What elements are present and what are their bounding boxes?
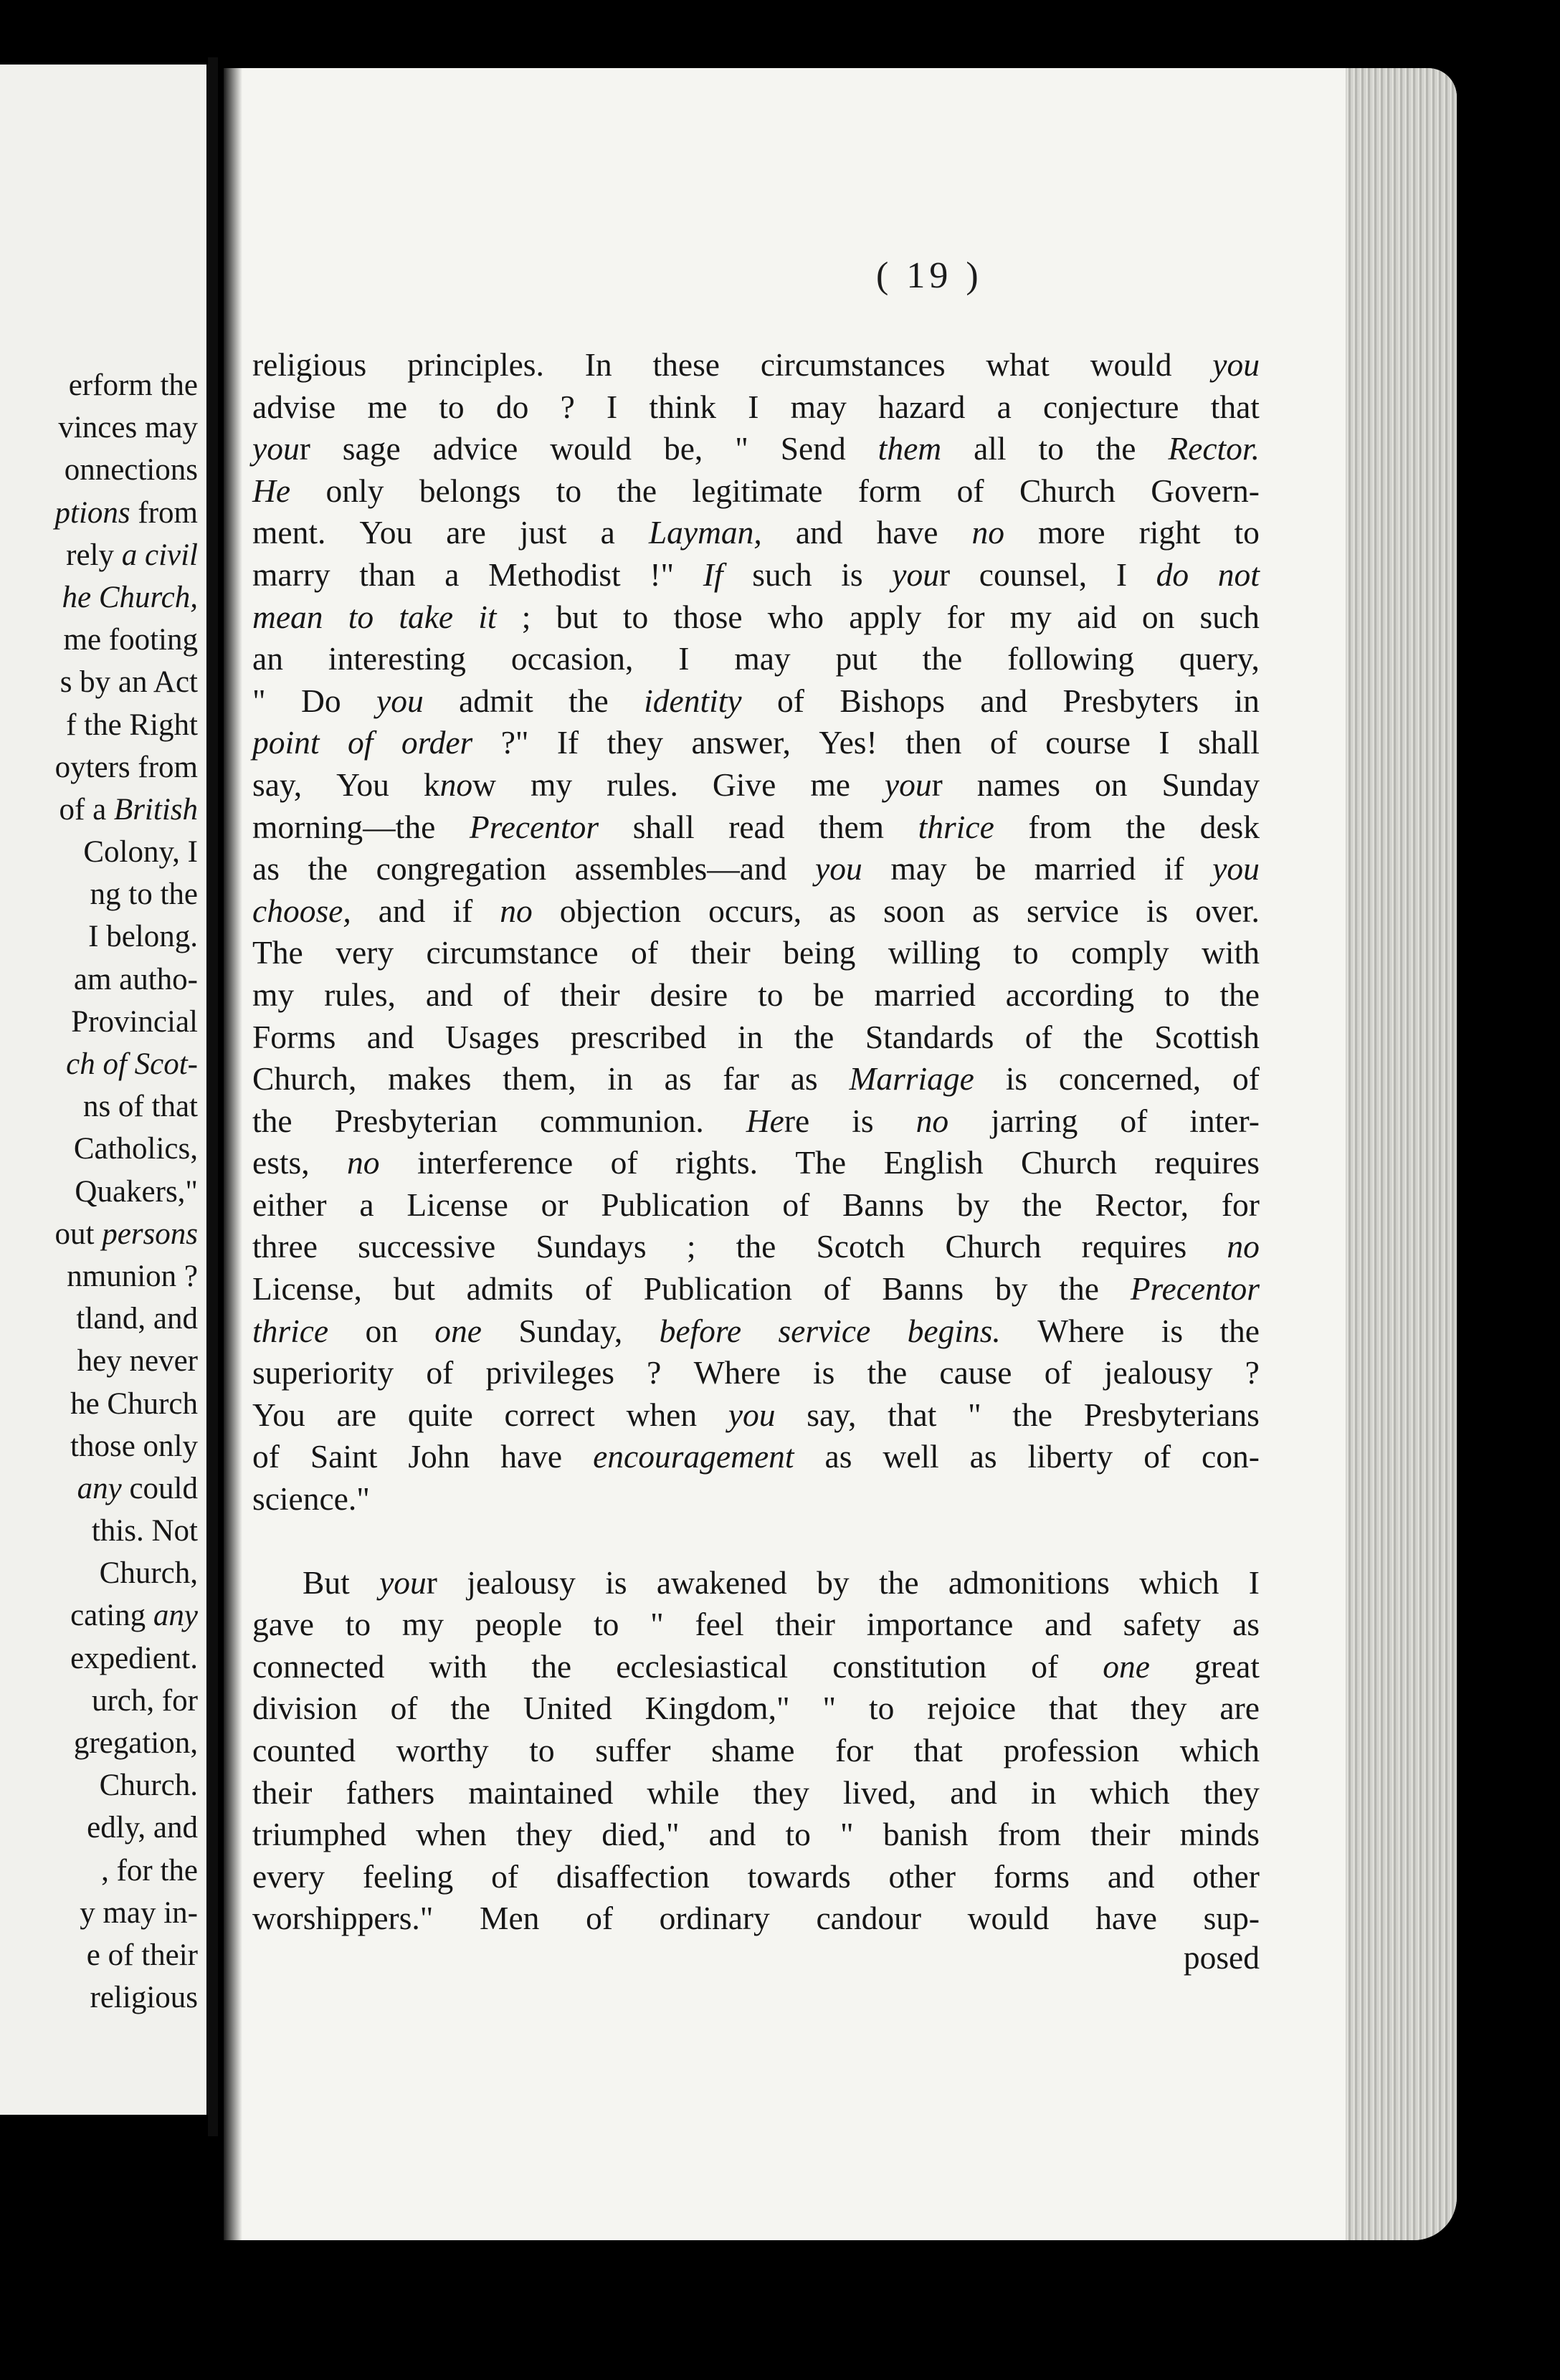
text-line: the Presbyterian communion. Here is no jarring of inter- bbox=[252, 1102, 1260, 1139]
text-line: worshippers." Men of ordinary candour would have sup- bbox=[252, 1900, 1260, 1937]
text-line: You are quite correct when you say, that " the Presbyterians bbox=[252, 1396, 1260, 1433]
text-line: science." bbox=[252, 1480, 370, 1518]
text-line: superiority of privileges ? Where is the cause of jealousy ? bbox=[252, 1354, 1260, 1391]
text-line: But your jealousy is awakened by the admonitions which I bbox=[303, 1563, 1260, 1601]
text-line: choose, and if no objection occurs, as soon as service is over. bbox=[252, 892, 1260, 929]
left-page-line: expedient. bbox=[70, 1641, 198, 1675]
left-page-line: Catholics, bbox=[73, 1132, 198, 1166]
left-page-line: those only bbox=[70, 1429, 198, 1463]
left-page-line: he Church bbox=[70, 1386, 198, 1421]
text-line: every feeling of disaffection towards other forms and other bbox=[252, 1857, 1260, 1895]
left-page-line: nmunion ? bbox=[67, 1259, 198, 1293]
text-line: your sage advice would be, " Send them all to the Rector. bbox=[252, 430, 1260, 467]
left-page-line: s by an Act bbox=[60, 665, 198, 700]
left-page-line: ptions from bbox=[54, 495, 198, 530]
left-page-line: he Church, bbox=[62, 580, 198, 614]
left-page-line: hey never bbox=[77, 1344, 198, 1379]
left-page-line: ng to the bbox=[90, 877, 198, 912]
text-line: as the congregation assembles—and you may be married if you bbox=[252, 850, 1260, 887]
text-line: their fathers maintained while they lived, and in which they bbox=[252, 1774, 1260, 1811]
text-line: morning—the Precentor shall read them thrice from the desk bbox=[252, 808, 1260, 845]
text-line: division of the United Kingdom," " to rejoice that they are bbox=[252, 1690, 1260, 1727]
body-text bbox=[252, 344, 1260, 1982]
page-edge bbox=[1346, 68, 1457, 2240]
left-page-line: Church, bbox=[99, 1556, 198, 1591]
text-line: connected with the ecclesiastical constitution of one great bbox=[252, 1647, 1260, 1685]
text-line: my rules, and of their desire to be married according to the bbox=[252, 976, 1260, 1013]
right-page bbox=[224, 68, 1457, 2240]
left-page-line: tland, and bbox=[76, 1302, 198, 1336]
left-page-line: Quakers," bbox=[75, 1174, 198, 1209]
left-page-line: cating any bbox=[70, 1599, 198, 1633]
left-page-line: onnections bbox=[64, 453, 198, 487]
page-number: ( 19 ) bbox=[876, 255, 983, 296]
left-page-line: rely a civil bbox=[66, 538, 198, 572]
text-line: either a License or Publication of Banns by the Rector, for bbox=[252, 1186, 1260, 1223]
text-line: advise me to do ? I think I may hazard a conjecture that bbox=[252, 388, 1260, 425]
left-page-line: gregation, bbox=[73, 1726, 198, 1760]
left-page-line: any could bbox=[77, 1471, 198, 1505]
text-line: The very circumstance of their being willing to comply with bbox=[252, 934, 1260, 971]
catchword: posed bbox=[1183, 1938, 1260, 1976]
left-page bbox=[0, 65, 206, 2115]
text-line: Forms and Usages prescribed in the Standards of the Scottish bbox=[252, 1018, 1260, 1055]
left-page-line: out persons bbox=[54, 1217, 198, 1251]
left-page-line: Church. bbox=[99, 1769, 198, 1803]
text-line: Church, makes them, in as far as Marriage is concerned, of bbox=[252, 1060, 1260, 1098]
text-line: religious principles. In these circumstances what would you bbox=[252, 346, 1260, 383]
text-line: point of order ?" If they answer, Yes! then of course I shall bbox=[252, 724, 1260, 761]
left-page-line: ch of Scot- bbox=[66, 1047, 198, 1081]
left-page-line: me footing bbox=[63, 623, 198, 657]
text-line: marry than a Methodist !" If such is your counsel, I do not bbox=[252, 556, 1260, 593]
left-page-line: urch, for bbox=[91, 1683, 198, 1718]
left-page-line: erform the bbox=[68, 368, 198, 402]
left-page-line: Colony, I bbox=[83, 835, 198, 870]
left-page-line: this. Not bbox=[91, 1514, 198, 1548]
left-page-line: Provincial bbox=[71, 1004, 198, 1039]
text-line: gave to my people to " feel their importance and safety as bbox=[252, 1606, 1260, 1643]
text-line: triumphed when they died," and to " banish from their minds bbox=[252, 1816, 1260, 1853]
paragraph-1 bbox=[252, 344, 1260, 1520]
paragraph-2 bbox=[252, 1562, 1260, 1940]
left-page-line: vinces may bbox=[58, 411, 198, 445]
text-line: " Do you admit the identity of Bishops and Presbyters in bbox=[252, 682, 1260, 719]
text-line: of Saint John have encouragement as well as liberty of con- bbox=[252, 1438, 1260, 1475]
left-page-line: edly, and bbox=[87, 1811, 198, 1845]
left-page-line: f the Right bbox=[66, 708, 198, 742]
gutter-shadow bbox=[224, 68, 242, 2240]
text-line: say, You know my rules. Give me your names on Sunday bbox=[252, 766, 1260, 803]
left-page-line: ns of that bbox=[82, 1090, 198, 1124]
left-page-line: am autho- bbox=[73, 962, 198, 996]
text-line: an interesting occasion, I may put the following query, bbox=[252, 640, 1260, 677]
left-page-line: y may in- bbox=[80, 1895, 198, 1930]
paragraph-gap bbox=[252, 1520, 1260, 1562]
left-page-text bbox=[0, 364, 198, 2019]
left-page-line: oyters from bbox=[54, 750, 198, 784]
text-line: three successive Sundays ; the Scotch Church requires no bbox=[252, 1228, 1260, 1265]
text-line: counted worthy to suffer shame for that profession which bbox=[252, 1732, 1260, 1769]
left-page-line: I belong. bbox=[88, 920, 198, 954]
text-line: License, but admits of Publication of Banns by the Precentor bbox=[252, 1270, 1260, 1308]
text-line: ment. You are just a Layman, and have no more right to bbox=[252, 514, 1260, 551]
text-line: mean to take it ; but to those who apply for my aid on such bbox=[252, 598, 1260, 635]
left-page-line: , for the bbox=[101, 1853, 198, 1888]
left-page-line: e of their bbox=[86, 1938, 198, 1972]
left-page-line: of a British bbox=[59, 792, 198, 827]
text-line: thrice on one Sunday, before service begins. Where is the bbox=[252, 1312, 1260, 1349]
left-page-line: religious bbox=[90, 1981, 198, 2015]
text-line: He only belongs to the legitimate form of Church Govern- bbox=[252, 472, 1260, 509]
text-line: ests, no interference of rights. The English Church requires bbox=[252, 1144, 1260, 1181]
